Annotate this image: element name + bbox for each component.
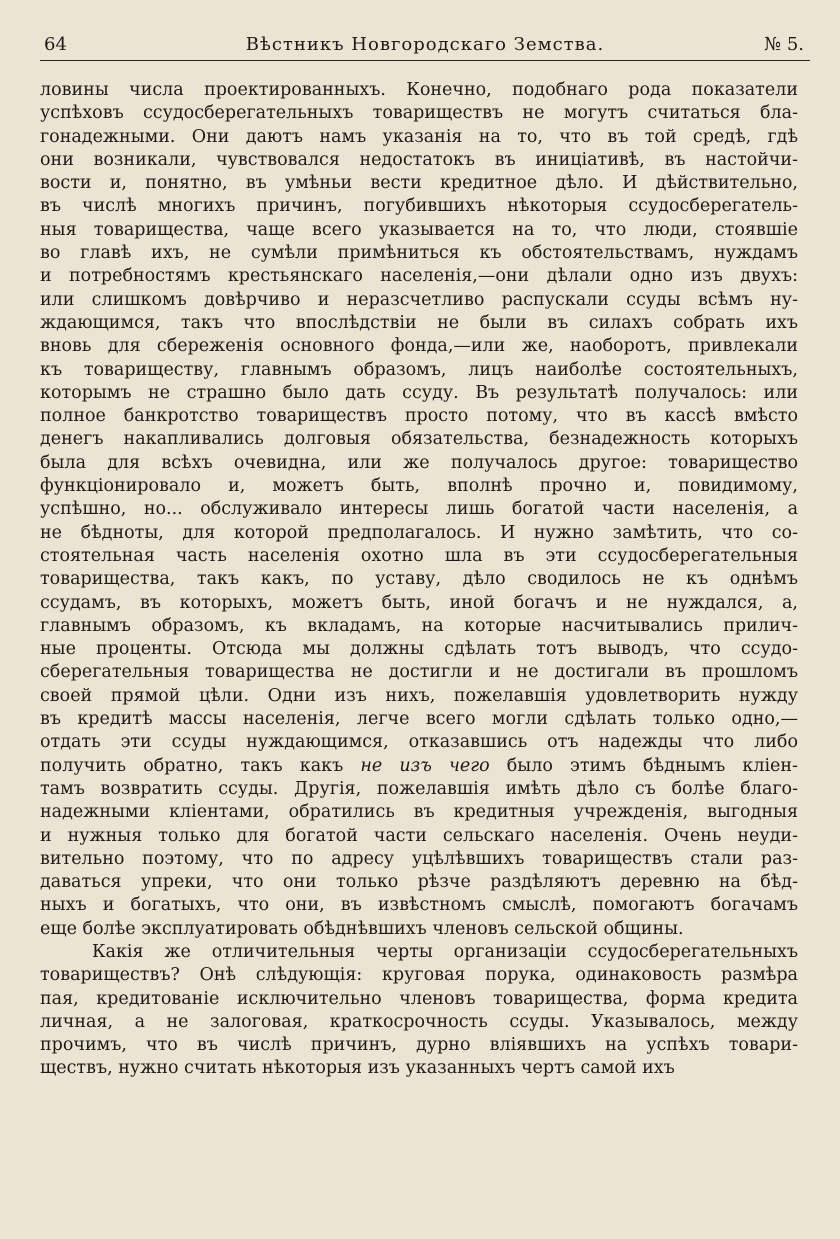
text-line: Какія же отличительныя черты организаціи ссудосберегательныхъ: [92, 941, 798, 962]
italic-phrase: не изъ чего: [360, 755, 490, 776]
text-line: вновь для сбереженія основного фонда,—или же, наоборотъ, привлекали: [40, 336, 798, 357]
text-line: не бѣдноты, для которой предполагалось. И нужно замѣтить, что со-: [40, 522, 798, 543]
text-segment: получить обратно, такъ какъ: [40, 755, 361, 776]
text-line: къ товариществу, главнымъ образомъ, лицъ наиболѣе состоятельныхъ,: [40, 359, 798, 380]
text-line: тамъ возвратить ссуды. Другія, пожелавшія имѣть дѣло съ болѣе благо-: [40, 778, 798, 799]
text-line: и потребностямъ крестьянскаго населенія,—они дѣлали одно изъ двухъ:: [40, 266, 798, 287]
text-line: денегъ накапливались долговыя обязательства, безнадежность которыхъ: [40, 429, 798, 450]
text-line: личная, а не залоговая, краткосрочность ссуды. Указывалось, между: [40, 1011, 798, 1032]
text-line: они возникали, чувствовался недостатокъ въ иниціативѣ, въ настойчи-: [40, 149, 798, 170]
text-line: во главѣ ихъ, не сумѣли примѣниться къ обстоятельствамъ, нуждамъ: [40, 243, 798, 264]
page-number: 64: [44, 34, 67, 55]
text-line: пая, кредитованіе исключительно членовъ товарищества, форма кредита: [40, 988, 798, 1009]
text-line: сберегательныя товарищества не достигли и не достигали въ прошломъ: [40, 662, 798, 683]
text-line: ждающимся, такъ что впослѣдствіи не были въ силахъ собрать ихъ: [40, 312, 798, 333]
text-line: надежными кліентами, обратились въ кредитныя учрежденія, выгодныя: [40, 802, 798, 823]
page-header: [40, 30, 810, 61]
text-line: товариществъ? Онѣ слѣдующія: круговая порука, одинаковость размѣра: [40, 965, 798, 986]
text-line: успѣховъ ссудосберегательныхъ товариществъ не могутъ считаться бла-: [40, 103, 798, 124]
text-line: отдать эти ссуды нуждающимся, отказавшись отъ надежды что либо: [40, 732, 798, 753]
text-line: или слишкомъ довѣрчиво и неразсчетливо распускали ссуды всѣмъ ну-: [40, 289, 798, 310]
text-line: стоятельная часть населенія охотно шла въ эти ссудосберегательныя: [40, 545, 798, 566]
text-line: была для всѣхъ очевидна, или же получалось другое: товарищество: [40, 452, 798, 473]
text-line: ныя товарищества, чаще всего указывается на то, что люди, стоявшіе: [40, 219, 798, 240]
text-line: ществъ, нужно считать нѣкоторыя изъ указанныхъ чертъ самой ихъ: [40, 1058, 675, 1079]
text-line: еще болѣе эксплуатировать обѣднѣвшихъ членовъ сельской общины.: [40, 918, 684, 939]
text-line: въ кредитѣ массы населенія, легче всего могли сдѣлать только одно,—: [40, 709, 798, 730]
body-text: [40, 79, 798, 1081]
text-line: въ числѣ многихъ причинъ, погубившихъ нѣкоторыя ссудосберегатель-: [40, 196, 798, 217]
text-line: [40, 755, 798, 778]
text-line: ные проценты. Отсюда мы должны сдѣлать тотъ выводъ, что ссудо-: [40, 639, 798, 660]
text-line: даваться упреки, что они только рѣзче раздѣляютъ деревню на бѣд-: [40, 872, 798, 893]
text-line: гонадежными. Они даютъ намъ указанія на то, что въ той средѣ, гдѣ: [40, 126, 798, 147]
text-line: ссудамъ, въ которыхъ, можетъ быть, иной богачъ и не нуждался, а,: [40, 592, 798, 613]
text-segment: было этимъ бѣднымъ кліен-: [489, 755, 798, 776]
issue-number: № 5.: [764, 34, 804, 55]
text-line: главнымъ образомъ, къ вкладамъ, на которые насчитывались прилич-: [40, 615, 798, 636]
text-line: и нужныя только для богатой части сельскаго населенія. Очень неуди-: [40, 825, 798, 846]
text-line: успѣшно, но... обслуживало интересы лишь богатой части населенія, а: [40, 499, 798, 520]
text-line: ловины числа проектированныхъ. Конечно, подобнаго рода показатели: [40, 80, 798, 100]
text-line: своей прямой цѣли. Одни изъ нихъ, пожелавшія удовлетворить нужду: [40, 685, 798, 706]
text-line: которымъ не страшно было дать ссуду. Въ результатѣ получалось: или: [40, 382, 798, 403]
text-line: полное банкротство товариществъ просто потому, что въ кассѣ вмѣсто: [40, 406, 798, 427]
text-line: прочимъ, что въ числѣ причинъ, дурно вліявшихъ на успѣхъ товари-: [40, 1035, 798, 1056]
running-title: Вѣстникъ Новгородскаго Земства.: [245, 34, 605, 55]
text-line: функціонировало и, можетъ быть, вполнѣ прочно и, повидимому,: [40, 476, 798, 497]
text-line: вости и, понятно, въ умѣньи вести кредитное дѣло. И дѣйствительно,: [40, 173, 798, 194]
text-line: товарищества, такъ какъ, по уставу, дѣло сводилось не къ однѣмъ: [40, 569, 798, 590]
text-line: вительно поэтому, что по адресу уцѣлѣвшихъ товариществъ стали раз-: [40, 848, 798, 869]
text-line: ныхъ и богатыхъ, что они, въ извѣстномъ смыслѣ, помогаютъ богачамъ: [40, 895, 798, 916]
